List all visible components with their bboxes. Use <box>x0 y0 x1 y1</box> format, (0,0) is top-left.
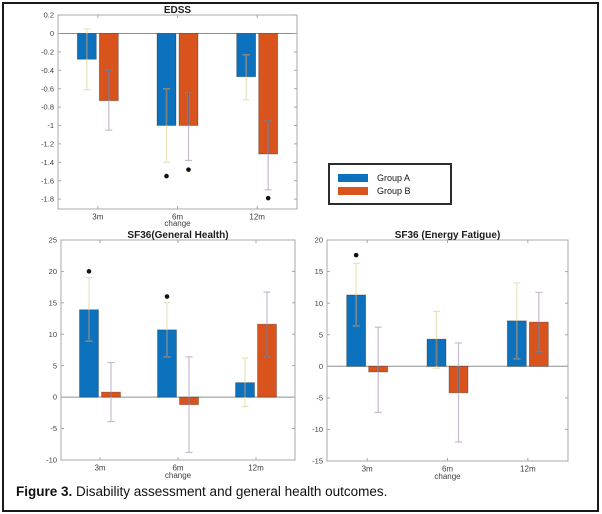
ytick-edss--0.6: -0.6 <box>41 84 54 94</box>
ytick-sf36-energy-fatigue-5: 5 <box>318 330 323 340</box>
chart-title-sf36-energy-fatigue: SF36 (Energy Fatigue) <box>394 230 501 241</box>
ytick-sf36-energy-fatigue--5: -5 <box>316 393 323 403</box>
ytick-edss--1.4: -1.4 <box>41 157 54 167</box>
xaxis-label-sf36-energy-fatigue: change <box>434 472 461 481</box>
ytick-sf36-general-health-20: 20 <box>48 266 57 276</box>
xtick-sf36-energy-fatigue-6m: 6m <box>441 464 454 474</box>
ytick-sf36-energy-fatigue-0: 0 <box>318 361 323 371</box>
xaxis-label-sf36-general-health: change <box>164 471 192 480</box>
ytick-sf36-general-health-10: 10 <box>48 329 57 339</box>
chart-title-sf36-general-health: SF36(General Health) <box>127 230 229 241</box>
legend-label-group-b: Group B <box>377 185 411 196</box>
ytick-edss-0: 0 <box>49 29 54 39</box>
legend-item-group-b <box>338 186 450 196</box>
ytick-edss--1.6: -1.6 <box>41 176 54 186</box>
ytick-sf36-general-health-15: 15 <box>48 298 57 308</box>
legend-swatch-group-b <box>338 187 368 195</box>
legend-box <box>328 163 452 205</box>
ytick-edss--0.4: -0.4 <box>41 65 54 75</box>
xtick-sf36-general-health-12m: 12m <box>248 463 264 473</box>
chart-edss <box>41 11 297 222</box>
ytick-edss-0.2: 0.2 <box>43 10 54 20</box>
ytick-edss--0.8: -0.8 <box>41 102 54 112</box>
ytick-sf36-energy-fatigue--15: -15 <box>312 456 323 466</box>
ytick-sf36-energy-fatigue-20: 20 <box>314 235 323 245</box>
chart-title-edss: EDSS <box>163 5 192 16</box>
chart-sf36-general-health <box>46 236 295 473</box>
significance-dot-sf36-general-health <box>87 269 92 274</box>
xtick-sf36-general-health-3m: 3m <box>94 463 106 473</box>
ytick-sf36-energy-fatigue--10: -10 <box>312 425 323 435</box>
xtick-sf36-energy-fatigue-3m: 3m <box>361 464 373 474</box>
ytick-sf36-general-health-5: 5 <box>52 361 57 371</box>
significance-dot-edss <box>186 167 191 172</box>
figure-caption-text: Disability assessment and general health outcomes. <box>72 484 388 499</box>
chart-sf36-energy-fatigue <box>312 236 568 474</box>
xaxis-label-edss: change <box>164 219 191 228</box>
ytick-sf36-general-health--10: -10 <box>46 455 57 465</box>
legend-swatch-group-a <box>338 174 368 182</box>
ytick-sf36-general-health-25: 25 <box>48 235 57 245</box>
legend-item-group-a <box>338 173 450 183</box>
ytick-edss--0.2: -0.2 <box>41 47 54 57</box>
xtick-sf36-general-health-6m: 6m <box>172 463 184 473</box>
ytick-sf36-general-health--5: -5 <box>50 424 57 434</box>
ytick-sf36-energy-fatigue-10: 10 <box>314 298 323 308</box>
figure-caption <box>16 484 576 499</box>
ytick-edss--1.2: -1.2 <box>41 139 54 149</box>
xtick-edss-12m: 12m <box>249 212 265 222</box>
figure-caption-label: Figure 3. <box>16 484 73 499</box>
ytick-edss--1: -1 <box>47 121 54 131</box>
ytick-sf36-general-health-0: 0 <box>52 392 57 402</box>
xtick-sf36-energy-fatigue-12m: 12m <box>520 464 536 474</box>
ytick-sf36-energy-fatigue-15: 15 <box>314 267 323 277</box>
significance-dot-sf36-energy-fatigue <box>354 253 359 258</box>
xtick-edss-6m: 6m <box>171 212 184 222</box>
ytick-edss--1.8: -1.8 <box>41 194 54 204</box>
significance-dot-edss <box>164 174 169 179</box>
significance-dot-sf36-general-health <box>165 294 170 299</box>
xtick-edss-3m: 3m <box>92 212 104 222</box>
legend-label-group-a: Group A <box>377 172 411 183</box>
significance-dot-edss <box>266 196 271 201</box>
